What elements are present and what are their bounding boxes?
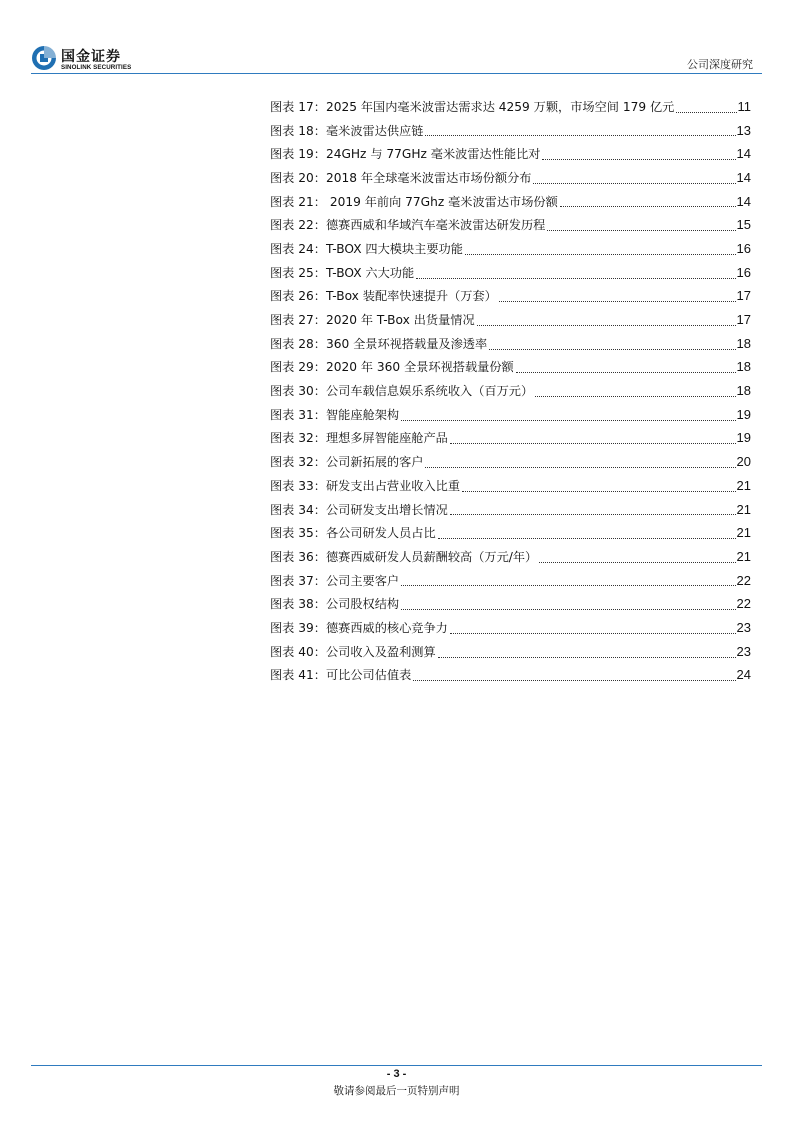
toc-entry[interactable] [270,474,751,498]
toc-entry[interactable] [270,498,751,522]
toc-entry[interactable] [270,237,751,261]
toc-dot-leader [533,182,735,184]
toc-entry-title: 图表 31：智能座舱架构 [270,407,400,422]
toc-entry[interactable] [270,379,751,403]
toc-entry-page: 18 [736,383,751,399]
toc-entry[interactable] [270,166,751,190]
toc-entry-title: 图表 41：可比公司估值表 [270,668,412,683]
toc-entry[interactable] [270,640,751,664]
toc-entry-page: 16 [736,264,751,280]
toc-entry-page: 23 [736,643,751,659]
toc-dot-leader [425,134,735,136]
toc-entry-page: 15 [736,217,751,233]
toc-entry-page: 22 [736,572,751,588]
toc-dot-leader [438,656,736,658]
toc-dot-leader [401,419,735,421]
toc-entry-title: 图表 28：360 全景环视搭载量及渗透率 [270,336,488,351]
toc-entry-page: 20 [736,454,751,470]
toc-entry[interactable] [270,356,751,380]
toc-dot-leader [535,395,735,397]
toc-entry-title: 图表 38：公司股权结构 [270,597,400,612]
toc-entry[interactable] [270,190,751,214]
toc-dot-leader [465,253,736,255]
toc-entry-page: 11 [737,98,751,114]
page-header [0,0,793,80]
toc-entry-page: 21 [736,501,751,517]
toc-entry-page: 14 [736,193,751,209]
toc-entry-title: 图表 39：德赛西威的核心竞争力 [270,620,448,635]
toc-entry-title: 图表 26：T-Box 装配率快速提升（万套） [270,289,497,304]
toc-entry[interactable] [270,545,751,569]
toc-dot-leader [676,111,736,113]
toc-entry[interactable] [270,119,751,143]
toc-entry-title: 图表 33：研发支出占营业收入比重 [270,478,461,493]
toc-dot-leader [462,490,736,492]
toc-entry-title: 图表 29：2020 年 360 全景环视搭载量份额 [270,360,514,375]
toc-entry-title: 图表 17：2025 年国内毫米波雷达需求达 4259 万颗，市场空间 179 亿元 [270,99,675,114]
report-type: 公司深度研究 [687,58,753,71]
toc-entry-page: 18 [736,335,751,351]
toc-entry[interactable] [270,450,751,474]
toc-entry-title: 图表 34：公司研发支出增长情况 [270,502,448,517]
toc-dot-leader [516,371,736,373]
sinolink-logo-icon [31,45,57,71]
toc-dot-leader [489,348,735,350]
toc-entry[interactable] [270,664,751,688]
toc-dot-leader [413,679,735,681]
toc-entry[interactable] [270,569,751,593]
toc-entry-title: 图表 35：各公司研发人员占比 [270,526,436,541]
toc-entry[interactable] [270,308,751,332]
toc-entry[interactable] [270,521,751,545]
toc-entry[interactable] [270,616,751,640]
toc-entry-title: 图表 32：理想多屏智能座舱产品 [270,431,448,446]
toc-entry-title: 图表 20：2018 年全球毫米波雷达市场份额分布 [270,170,532,185]
toc-entry[interactable] [270,261,751,285]
toc-entry-page: 14 [736,146,751,162]
brand-name-en: SINOLINK SECURITIES [61,64,132,71]
toc-entry-title: 图表 40：公司收入及盈利测算 [270,644,436,659]
toc-entry-title: 图表 37：公司主要客户 [270,573,400,588]
toc-entry-page: 13 [736,122,751,138]
toc-entry[interactable] [270,285,751,309]
footer-divider [31,1065,762,1066]
toc-entry[interactable] [270,142,751,166]
toc-entry[interactable] [270,332,751,356]
toc-entry-title: 图表 32：公司新拓展的客户 [270,455,424,470]
toc-dot-leader [477,324,736,326]
toc-dot-leader [450,513,736,515]
toc-entry-title: 图表 22：德赛西威和华域汽车毫米波雷达研发历程 [270,218,546,233]
brand-logo [31,45,151,75]
toc-entry-page: 21 [736,548,751,564]
toc-entry-title: 图表 21： 2019 年前向 77Ghz 毫米波雷达市场份额 [270,194,558,209]
toc-entry-title: 图表 30：公司车载信息娱乐系统收入（百万元） [270,384,534,399]
toc-dot-leader [499,300,736,302]
toc-dot-leader [542,158,735,160]
toc-entry-page: 16 [736,240,751,256]
toc-dot-leader [425,466,735,468]
toc-entry-page: 24 [736,667,751,683]
toc-entry-page: 19 [736,430,751,446]
toc-entry-page: 22 [736,596,751,612]
toc-entry-page: 18 [736,359,751,375]
toc-entry[interactable] [270,592,751,616]
toc-entry-title: 图表 36：德赛西威研发人员薪酬较高（万元/年） [270,549,538,564]
toc-dot-leader [547,229,735,231]
toc-dot-leader [539,561,735,563]
toc-dot-leader [401,584,735,586]
toc-entry-page: 23 [736,619,751,635]
page-number: - 3 - [386,1068,407,1080]
toc-entry-title: 图表 24：T-BOX 四大模块主要功能 [270,241,463,256]
header-divider [31,73,762,74]
toc-entry-page: 17 [736,312,751,328]
toc-entry-page: 19 [736,406,751,422]
toc-entry-title: 图表 18：毫米波雷达供应链 [270,123,424,138]
toc-entry-page: 21 [736,477,751,493]
toc-entry-title: 图表 25：T-BOX 六大功能 [270,265,415,280]
toc-entry-title: 图表 27：2020 年 T-Box 出货量情况 [270,313,475,328]
toc-entry[interactable] [270,403,751,427]
toc-dot-leader [560,205,736,207]
toc-entry[interactable] [270,427,751,451]
toc-entry-page: 14 [736,169,751,185]
figure-index-list [270,95,751,687]
toc-dot-leader [416,277,735,279]
toc-dot-leader [450,632,736,634]
toc-dot-leader [450,442,736,444]
toc-dot-leader [438,537,736,539]
brand-name-cn: 国金证券 [61,49,121,65]
toc-entry[interactable] [270,213,751,237]
toc-entry[interactable] [270,95,751,119]
disclaimer-note: 敬请参阅最后一页特别声明 [333,1085,460,1097]
toc-dot-leader [401,608,735,610]
toc-entry-page: 17 [736,288,751,304]
toc-entry-title: 图表 19：24GHz 与 77GHz 毫米波雷达性能比对 [270,147,541,162]
toc-entry-page: 21 [736,525,751,541]
